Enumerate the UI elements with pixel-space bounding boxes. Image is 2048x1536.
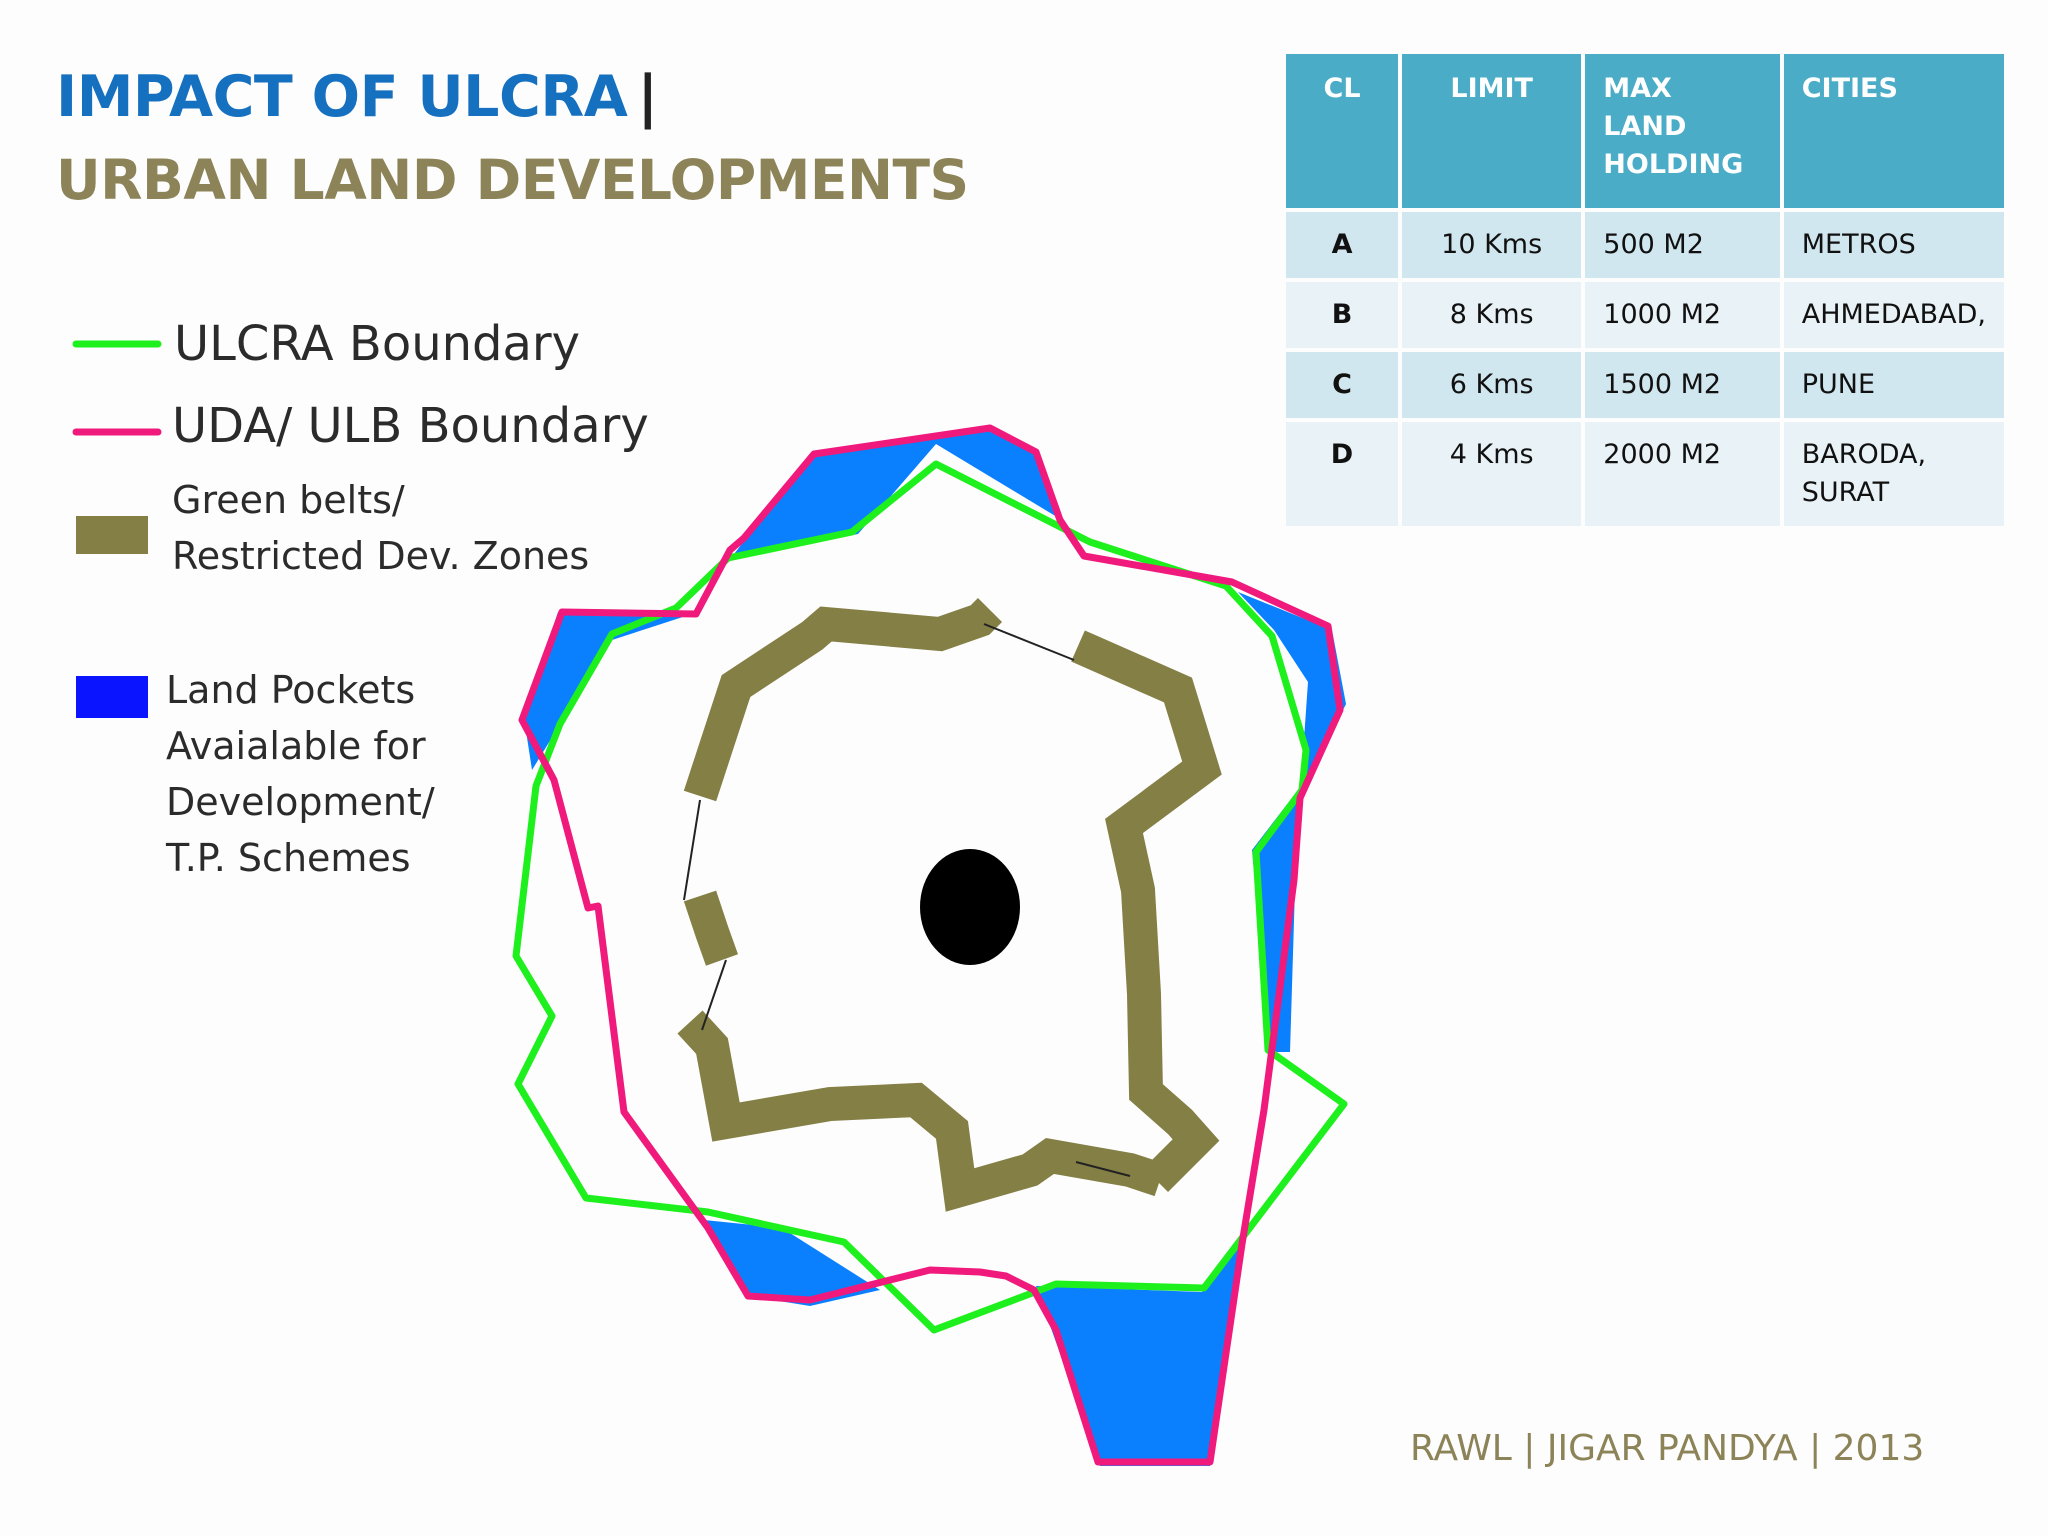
legend-land-pocket-line-3: Development/ — [166, 780, 435, 824]
green-belt-east — [1078, 646, 1202, 1180]
table-header-max-land-holding: MAX LAND HOLDING — [1585, 54, 1779, 208]
page-subtitle: URBAN LAND DEVELOPMENTS — [56, 148, 969, 212]
legend-ulcra-label: ULCRA Boundary — [174, 316, 581, 372]
table-header-cl: CL — [1286, 54, 1398, 208]
limit-cell: 4 Kms — [1402, 422, 1581, 526]
cl-cell: D — [1286, 422, 1398, 526]
cities-cell: METROS — [1784, 212, 2004, 278]
cities-cell: PUNE — [1784, 352, 2004, 418]
title-line-1: IMPACT OF ULCRA — [56, 64, 628, 130]
legend-uda-label: UDA/ ULB Boundary — [172, 398, 649, 454]
limit-cell: 8 Kms — [1402, 282, 1581, 348]
cities-cell: AHMEDABAD, — [1784, 282, 2004, 348]
holding-cell: 1500 M2 — [1585, 352, 1779, 418]
inner-core-edge-southwest — [702, 960, 726, 1030]
title-separator: | — [637, 64, 658, 130]
limit-cell: 10 Kms — [1402, 212, 1581, 278]
cl-cell: A — [1286, 212, 1398, 278]
legend-land-pocket-line-1: Land Pockets — [166, 668, 416, 712]
inner-core-edge-west — [684, 800, 700, 900]
cl-cell: B — [1286, 282, 1398, 348]
holding-cell: 1000 M2 — [1585, 282, 1779, 348]
table-header-cities: CITIES — [1784, 54, 2004, 208]
holding-cell: 500 M2 — [1585, 212, 1779, 278]
table-header-row — [1286, 54, 2004, 208]
table-header-limit: LIMIT — [1402, 54, 1581, 208]
green-belt-west — [700, 896, 722, 960]
limit-cell: 6 Kms — [1402, 352, 1581, 418]
legend-land-pocket-line-4: T.P. Schemes — [166, 836, 411, 880]
table-row — [1286, 422, 2004, 526]
legend-land-pocket-line-2: Avaialable for — [166, 724, 426, 768]
green-belt-north-west — [700, 610, 990, 796]
table-row — [1286, 282, 2004, 348]
cities-cell: BARODA, SURAT — [1784, 422, 2004, 526]
holding-cell: 2000 M2 — [1585, 422, 1779, 526]
inner-core-edge-north — [984, 624, 1074, 660]
city-class-table — [1282, 50, 2008, 530]
footer-credit: RAWL | JIGAR PANDYA | 2013 — [1410, 1428, 1925, 1469]
city-core — [920, 849, 1020, 965]
cl-cell: C — [1286, 352, 1398, 418]
legend-green-belt-line-1: Green belts/ — [172, 478, 405, 522]
table-row — [1286, 352, 2004, 418]
legend-green-belt-line-2: Restricted Dev. Zones — [172, 534, 590, 578]
table-row — [1286, 212, 2004, 278]
